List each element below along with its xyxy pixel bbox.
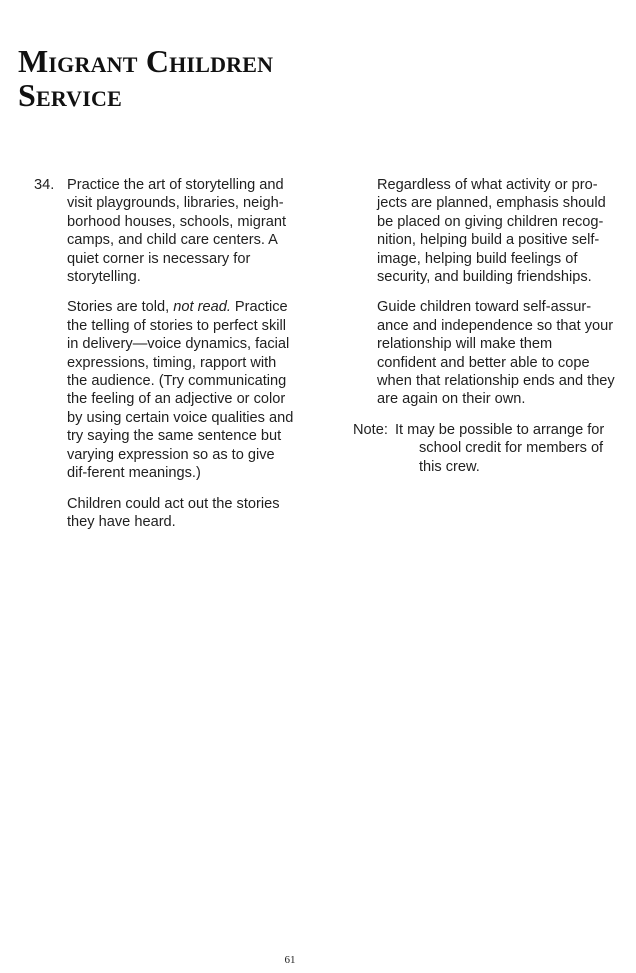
stories-text-end: Practice the telling of stories to perfect skill in delivery—voice dynamics, facial expressions, timing, rapport with the audience. (Try communicating the feeling of an adjective or color by using certain voice qualities and try saying the same sentence but varying expression so as to give dif-ferent meanings.) — [67, 299, 294, 482]
page-number: 61 — [284, 954, 296, 966]
right-column — [353, 176, 615, 476]
title-line-1: Migrant Children — [18, 43, 274, 79]
item-number: 34. — [34, 177, 55, 193]
recognition-paragraph: Regardless of what activity or pro-jects are planned, emphasis should be placed on giving children recog-nition, helping build a positive self-image, helping build feelings of security, and building friendships. — [377, 177, 606, 286]
stories-emphasis: not read. — [173, 299, 231, 316]
numbered-item-34 — [34, 176, 296, 286]
page-title — [18, 44, 273, 112]
stories-paragraph — [67, 298, 296, 482]
item-text: Practice the art of storytelling and visit playgrounds, libraries, neigh-borhood houses, schools, migrant camps, and child care centers. A quiet corner is necessary for storytelling. — [67, 177, 287, 286]
left-column — [34, 176, 296, 543]
self-assurance-paragraph: Guide children toward self-assur-ance and independence so that your relationship will make them confident and better able to cope when that relationship ends and they are again on their own. — [377, 299, 615, 408]
act-out-paragraph: Children could act out the stories they have heard. — [67, 495, 280, 530]
note-text: It may be possible to arrange for school credit for members of this crew. — [395, 421, 605, 475]
stories-text-start: Stories are told, — [67, 299, 174, 316]
note — [353, 421, 615, 476]
note-label: Note: — [353, 421, 388, 438]
title-line-2: Service — [18, 77, 122, 113]
